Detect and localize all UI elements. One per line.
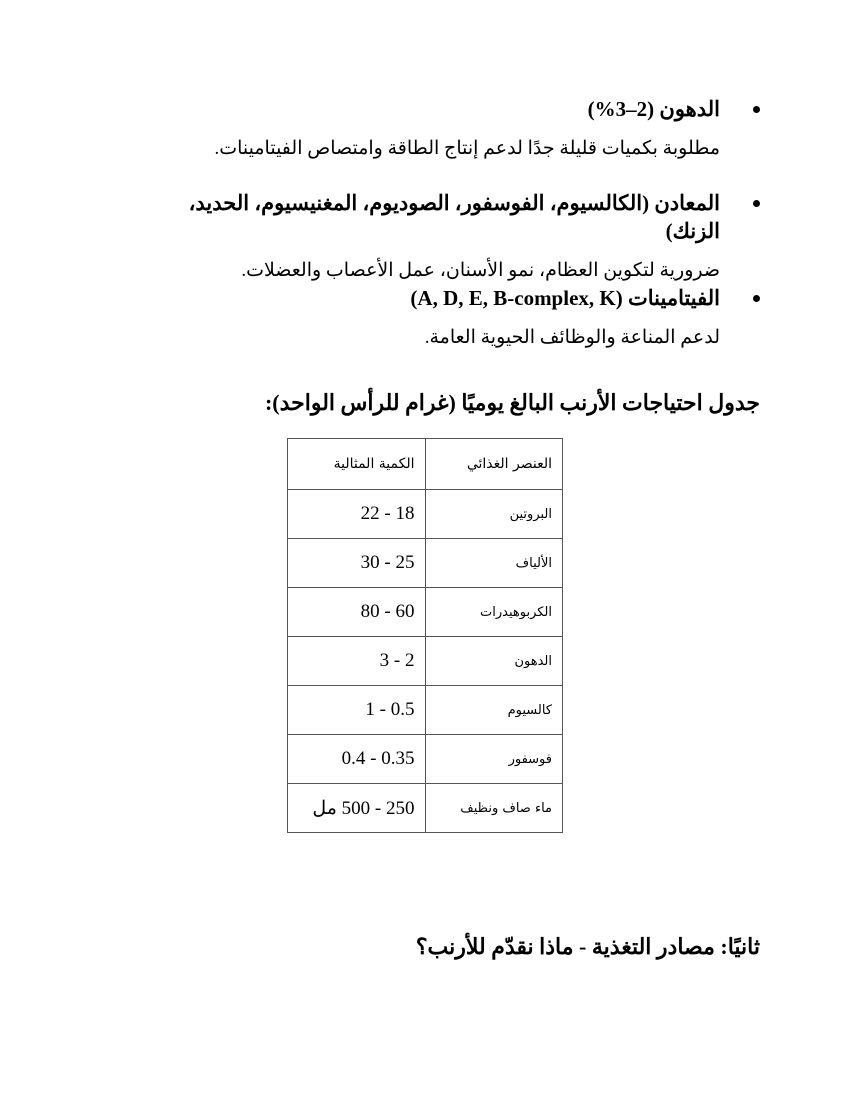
table-row <box>288 735 563 784</box>
bullet-fats <box>160 95 760 163</box>
bullet-minerals <box>160 189 760 285</box>
amount-cell: 250 - 500 مل <box>288 784 426 833</box>
table-row <box>288 686 563 735</box>
table-header-row <box>288 439 563 490</box>
nutrient-cell: فوسفور <box>425 735 563 784</box>
header-nutrient: العنصر الغذائي <box>425 439 563 490</box>
amount-cell: 18 - 22 <box>288 490 426 539</box>
nutrient-cell: كالسيوم <box>425 686 563 735</box>
bullet-description: ضرورية لتكوين العظام، نمو الأسنان، عمل الأعصاب والعضلات. <box>241 260 720 281</box>
amount-cell: 25 - 30 <box>288 539 426 588</box>
nutrient-cell: البروتين <box>425 490 563 539</box>
amount-cell: 60 - 80 <box>288 588 426 637</box>
table-row <box>288 588 563 637</box>
amount-cell: 0.5 - 1 <box>288 686 426 735</box>
bullet-title: الفيتامينات (A, D, E, B-complex, K) <box>410 286 720 310</box>
header-amount: الكمية المثالية <box>288 439 426 490</box>
nutrient-cell: الكربوهيدرات <box>425 588 563 637</box>
table-row <box>288 539 563 588</box>
amount-cell: 0.35 - 0.4 <box>288 735 426 784</box>
table-row <box>288 784 563 833</box>
section-heading: ثانيًا: مصادر التغذية - ماذا نقدّم للأرنب؟ <box>415 934 760 959</box>
bullet-description: لدعم المناعة والوظائف الحيوية العامة. <box>424 327 720 348</box>
bullet-vitamins <box>160 284 760 352</box>
bullet-title: الدهون (2–3%) <box>587 97 720 121</box>
table-heading: جدول احتياجات الأرنب البالغ يوميًا (غرام للرأس الواحد): <box>264 390 760 415</box>
bullet-dot <box>753 200 760 207</box>
nutrient-cell: الألياف <box>425 539 563 588</box>
bullet-description: مطلوبة بكميات قليلة جدًا لدعم إنتاج الطاقة وامتصاص الفيتامينات. <box>214 138 720 159</box>
amount-cell: 2 - 3 <box>288 637 426 686</box>
requirements-table <box>287 438 563 833</box>
bullet-title: المعادن (الكالسيوم، الفوسفور، الصوديوم، المغنيسيوم، الحديد، الزنك) <box>188 191 720 243</box>
table-row <box>288 637 563 686</box>
table-row <box>288 490 563 539</box>
bullet-dot <box>753 295 760 302</box>
nutrient-cell: ماء صاف ونظيف <box>425 784 563 833</box>
nutrient-cell: الدهون <box>425 637 563 686</box>
bullet-dot <box>753 106 760 113</box>
